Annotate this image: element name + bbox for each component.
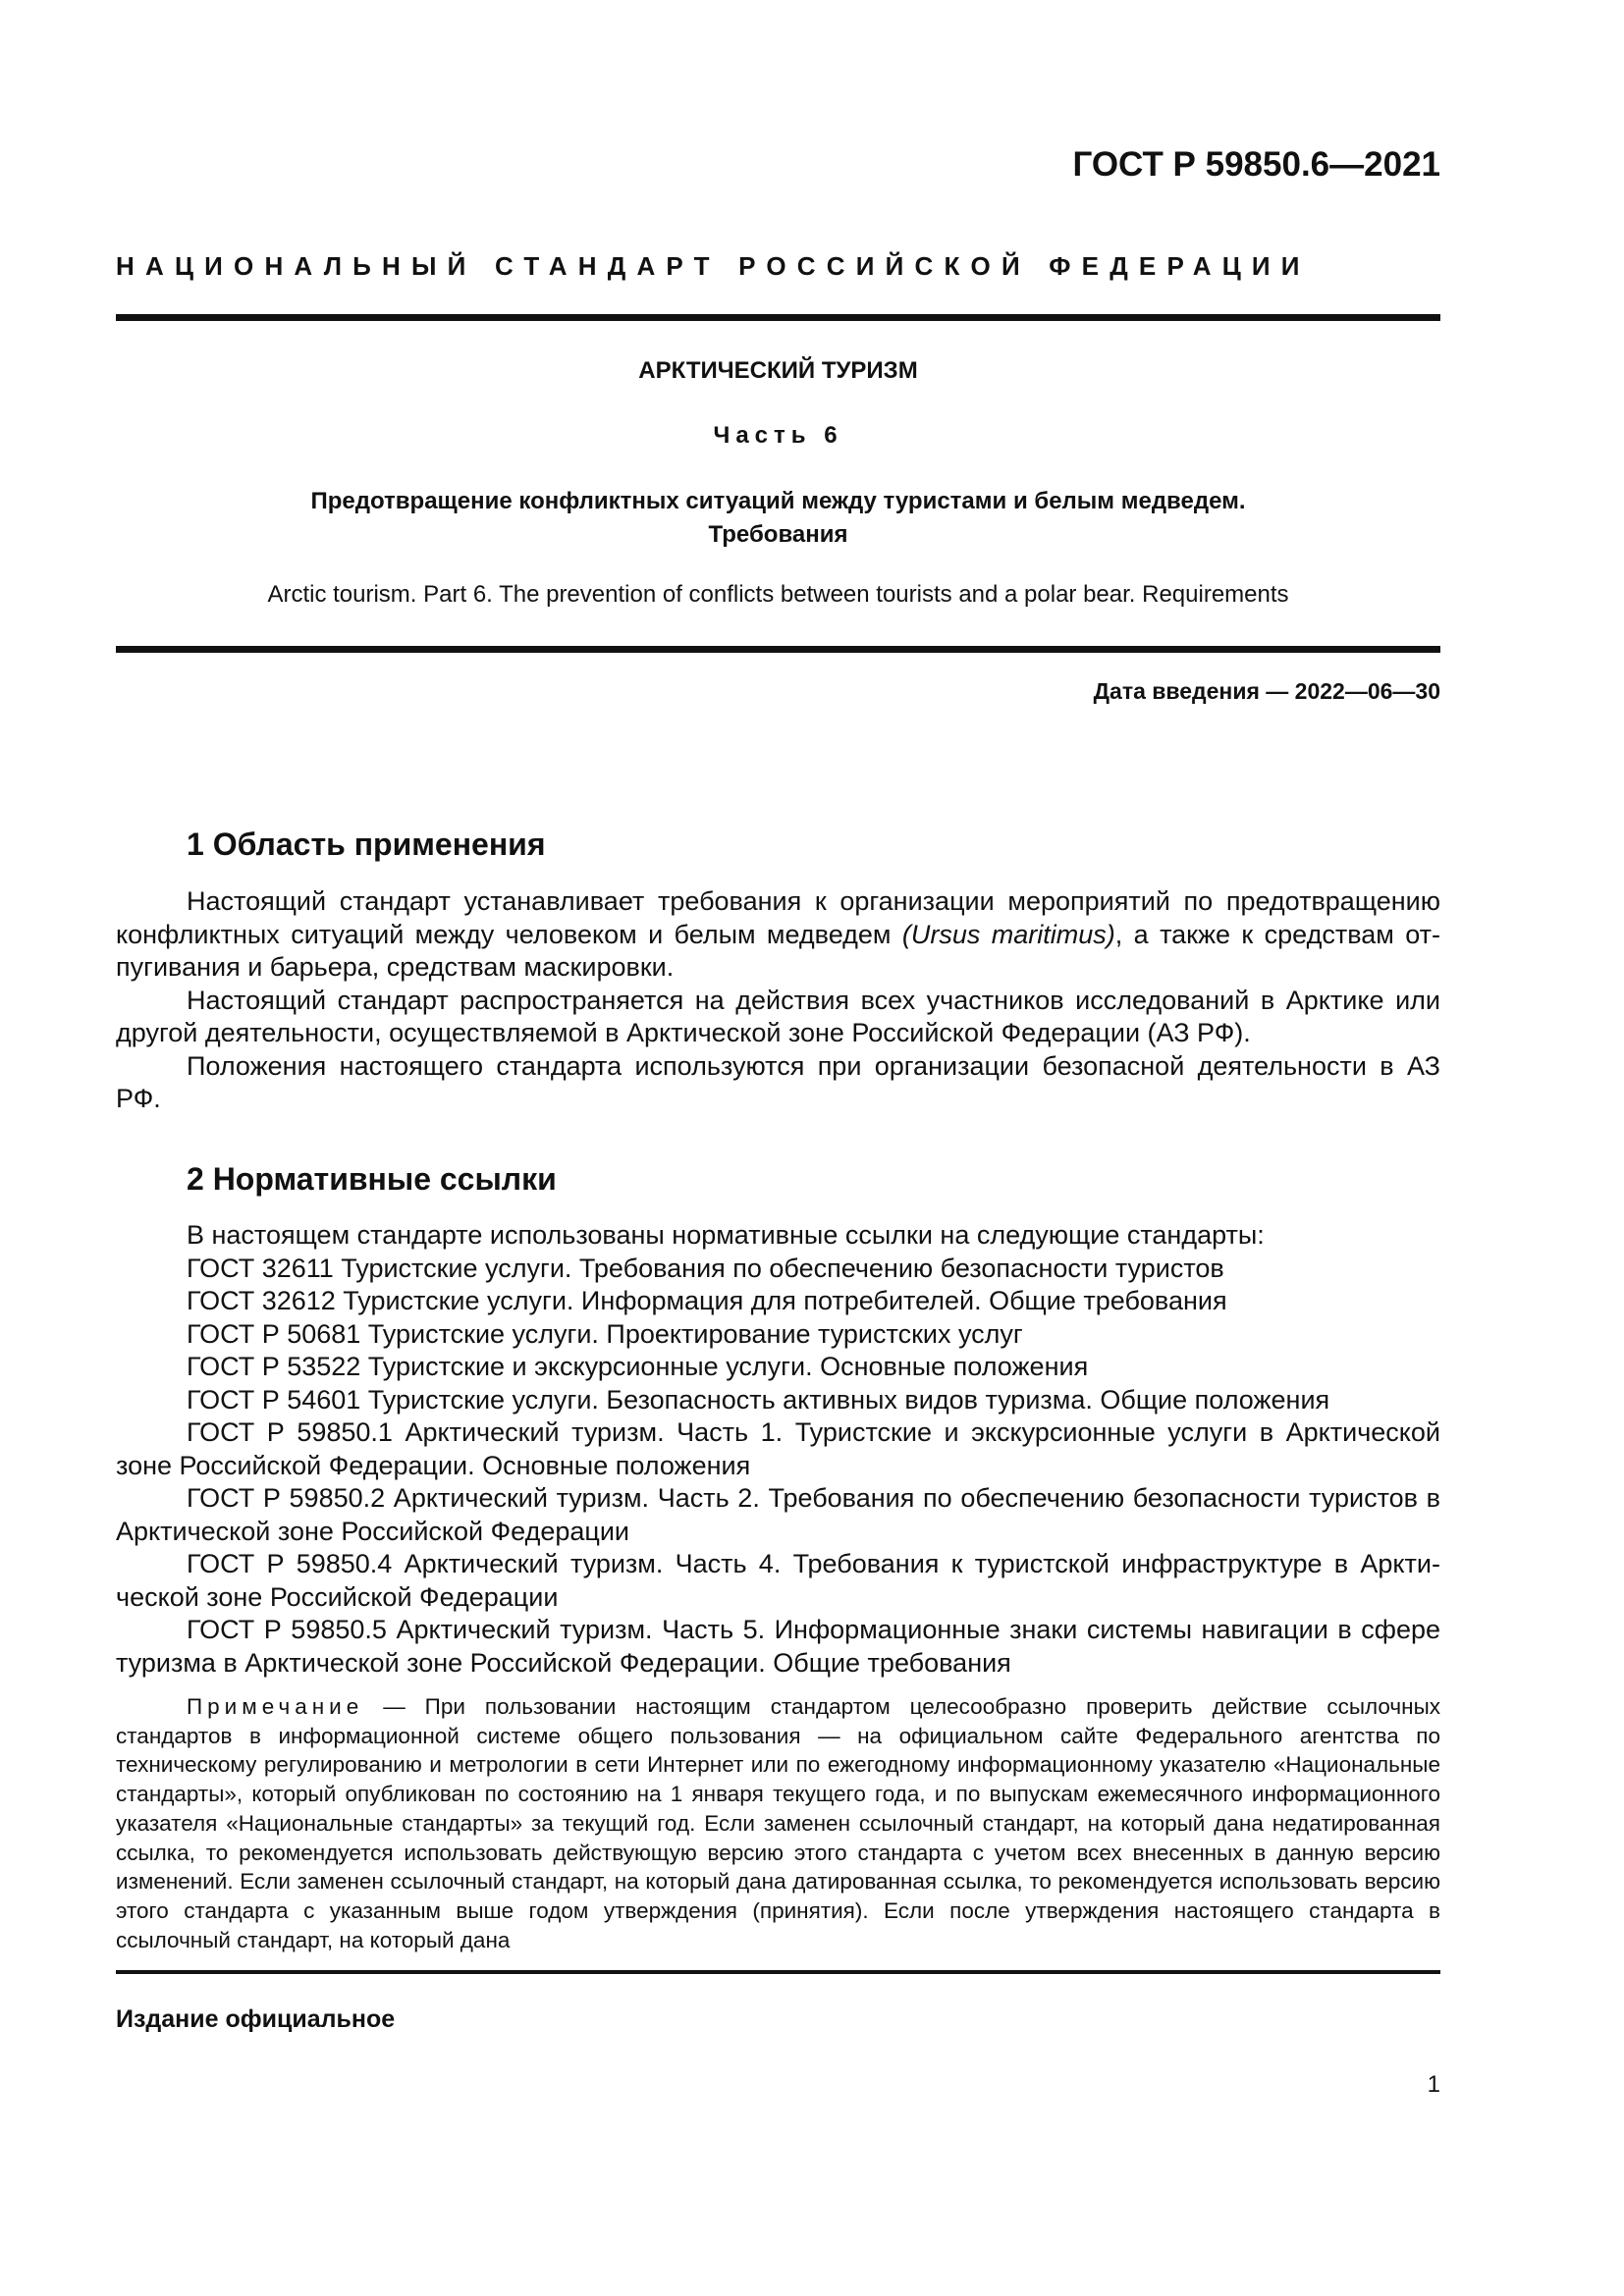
section-1-paragraph-1: Настоящий стандарт устанавливает требования к организации мероприятий по предотвращению конфликтных ситуаций между человеком и белым медведем (Ursus maritimus), а также к средствам отпугивания и барьера, средствам маскировки. — [116, 886, 1440, 982]
species-name: (Ursus maritimus) — [901, 919, 1115, 949]
national-standard-banner: НАЦИОНАЛЬНЫЙ СТАНДАРТ РОССИЙСКОЙ ФЕДЕРАЦИИ — [116, 251, 1311, 281]
subtitle-line-2: Требования — [708, 521, 848, 548]
reference-item: ГОСТ Р 50681 Туристские услуги. Проектирование туристских услуг — [187, 1318, 1023, 1349]
reference-item: ГОСТ Р 59850.5 Арктический туризм. Часть 5. Информационные знаки системы навигации в сфере туризма в Арктической зоне Российской Федерации. Общие требования — [116, 1615, 1440, 1678]
section-1-body — [116, 885, 1440, 1116]
references-intro: В настоящем стандарте использованы нормативные ссылки на следующие стандарты: — [187, 1220, 1265, 1250]
gost-code: ГОСТ Р 59850.6—2021 — [1072, 145, 1440, 184]
reference-item: ГОСТ Р 53522 Туристские и экскурсионные услуги. Основные положения — [187, 1352, 1089, 1381]
section-1-heading: 1 Область применения — [187, 827, 546, 862]
reference-item: ГОСТ Р 59850.4 Арктический туризм. Часть 4. Требования к туристской инфраструктуре в Арктической зоне Российской Федерации — [116, 1549, 1440, 1612]
footer-rule — [116, 1970, 1440, 1974]
reference-item: ГОСТ 32612 Туристские услуги. Информация для потребителей. Общие требования — [187, 1286, 1227, 1315]
document-title: АРКТИЧЕСКИЙ ТУРИЗМ — [638, 357, 918, 384]
normative-references-list — [116, 1219, 1440, 1680]
section-1-paragraph-3: Положения настоящего стандарта используются при организации безопасной деятельности в АЗ РФ. — [116, 1050, 1440, 1113]
note-text: — При пользовании настоящим стандартом целесообразно проверить действие ссылочных стандартов в информационной системе общего пользования — на официальном сайте Федерального агентства по техническому регулированию и метрологии в сети Интернет или по ежегодному информационному указателю «Национальные стандарты», который опубликован по состоянию на 1 января текущего года, и по выпускам ежемесячного информационного указателя «Национальные стандарты» за текущий год. Если заменен ссылочный стандарт, на который дана недатированная ссылка, то рекомендуется использовать действующую версию этого стандарта с учетом всех внесенных в данную версию изменений. Если заменен ссылочный стандарт, на который дана датированная ссылка, то рекомендуется использовать версию этого стандарта с указанным выше годом утверждения (принятия). Если после утверждения настоящего стандарта в ссылочный стандарт, на который дана — [116, 1694, 1440, 1952]
reference-item: ГОСТ Р 54601 Туристские услуги. Безопасность активных видов туризма. Общие положения — [187, 1384, 1330, 1415]
reference-item: ГОСТ Р 59850.2 Арктический туризм. Часть 2. Требования по обеспечению безопасности туристов в Арктической зоне Российской Федерации — [116, 1483, 1440, 1546]
title-rule — [116, 646, 1440, 653]
page-number: 1 — [1427, 2071, 1440, 2098]
reference-item: ГОСТ Р 59850.1 Арктический туризм. Часть 1. Туристские и экскурсионные услуги в Арктической зоне Российской Федерации. Основные положения — [116, 1417, 1440, 1480]
section-2-heading: 2 Нормативные ссылки — [187, 1161, 557, 1197]
subtitle-line-1: Предотвращение конфликтных ситуаций между туристами и белым медведем. — [310, 488, 1246, 514]
introduction-date: Дата введения — 2022—06—30 — [1093, 678, 1440, 704]
english-title: Arctic tourism. Part 6. The prevention of conflicts between tourists and a polar bear. Requirements — [267, 581, 1289, 608]
references-note — [116, 1692, 1440, 1954]
document-subtitle — [116, 485, 1440, 552]
reference-item: ГОСТ 32611 Туристские услуги. Требования по обеспечению безопасности туристов — [187, 1253, 1224, 1283]
part-label: Часть 6 — [713, 422, 843, 449]
top-rule — [116, 314, 1440, 321]
note-label: Примечание — [187, 1694, 364, 1719]
section-1-paragraph-2: Настоящий стандарт распространяется на действия всех участников исследований в Арктике или другой деятельности, осуществляемой в Арктической зоне Российской Федерации (АЗ РФ). — [116, 985, 1440, 1047]
official-edition-label: Издание официальное — [116, 2005, 396, 2033]
